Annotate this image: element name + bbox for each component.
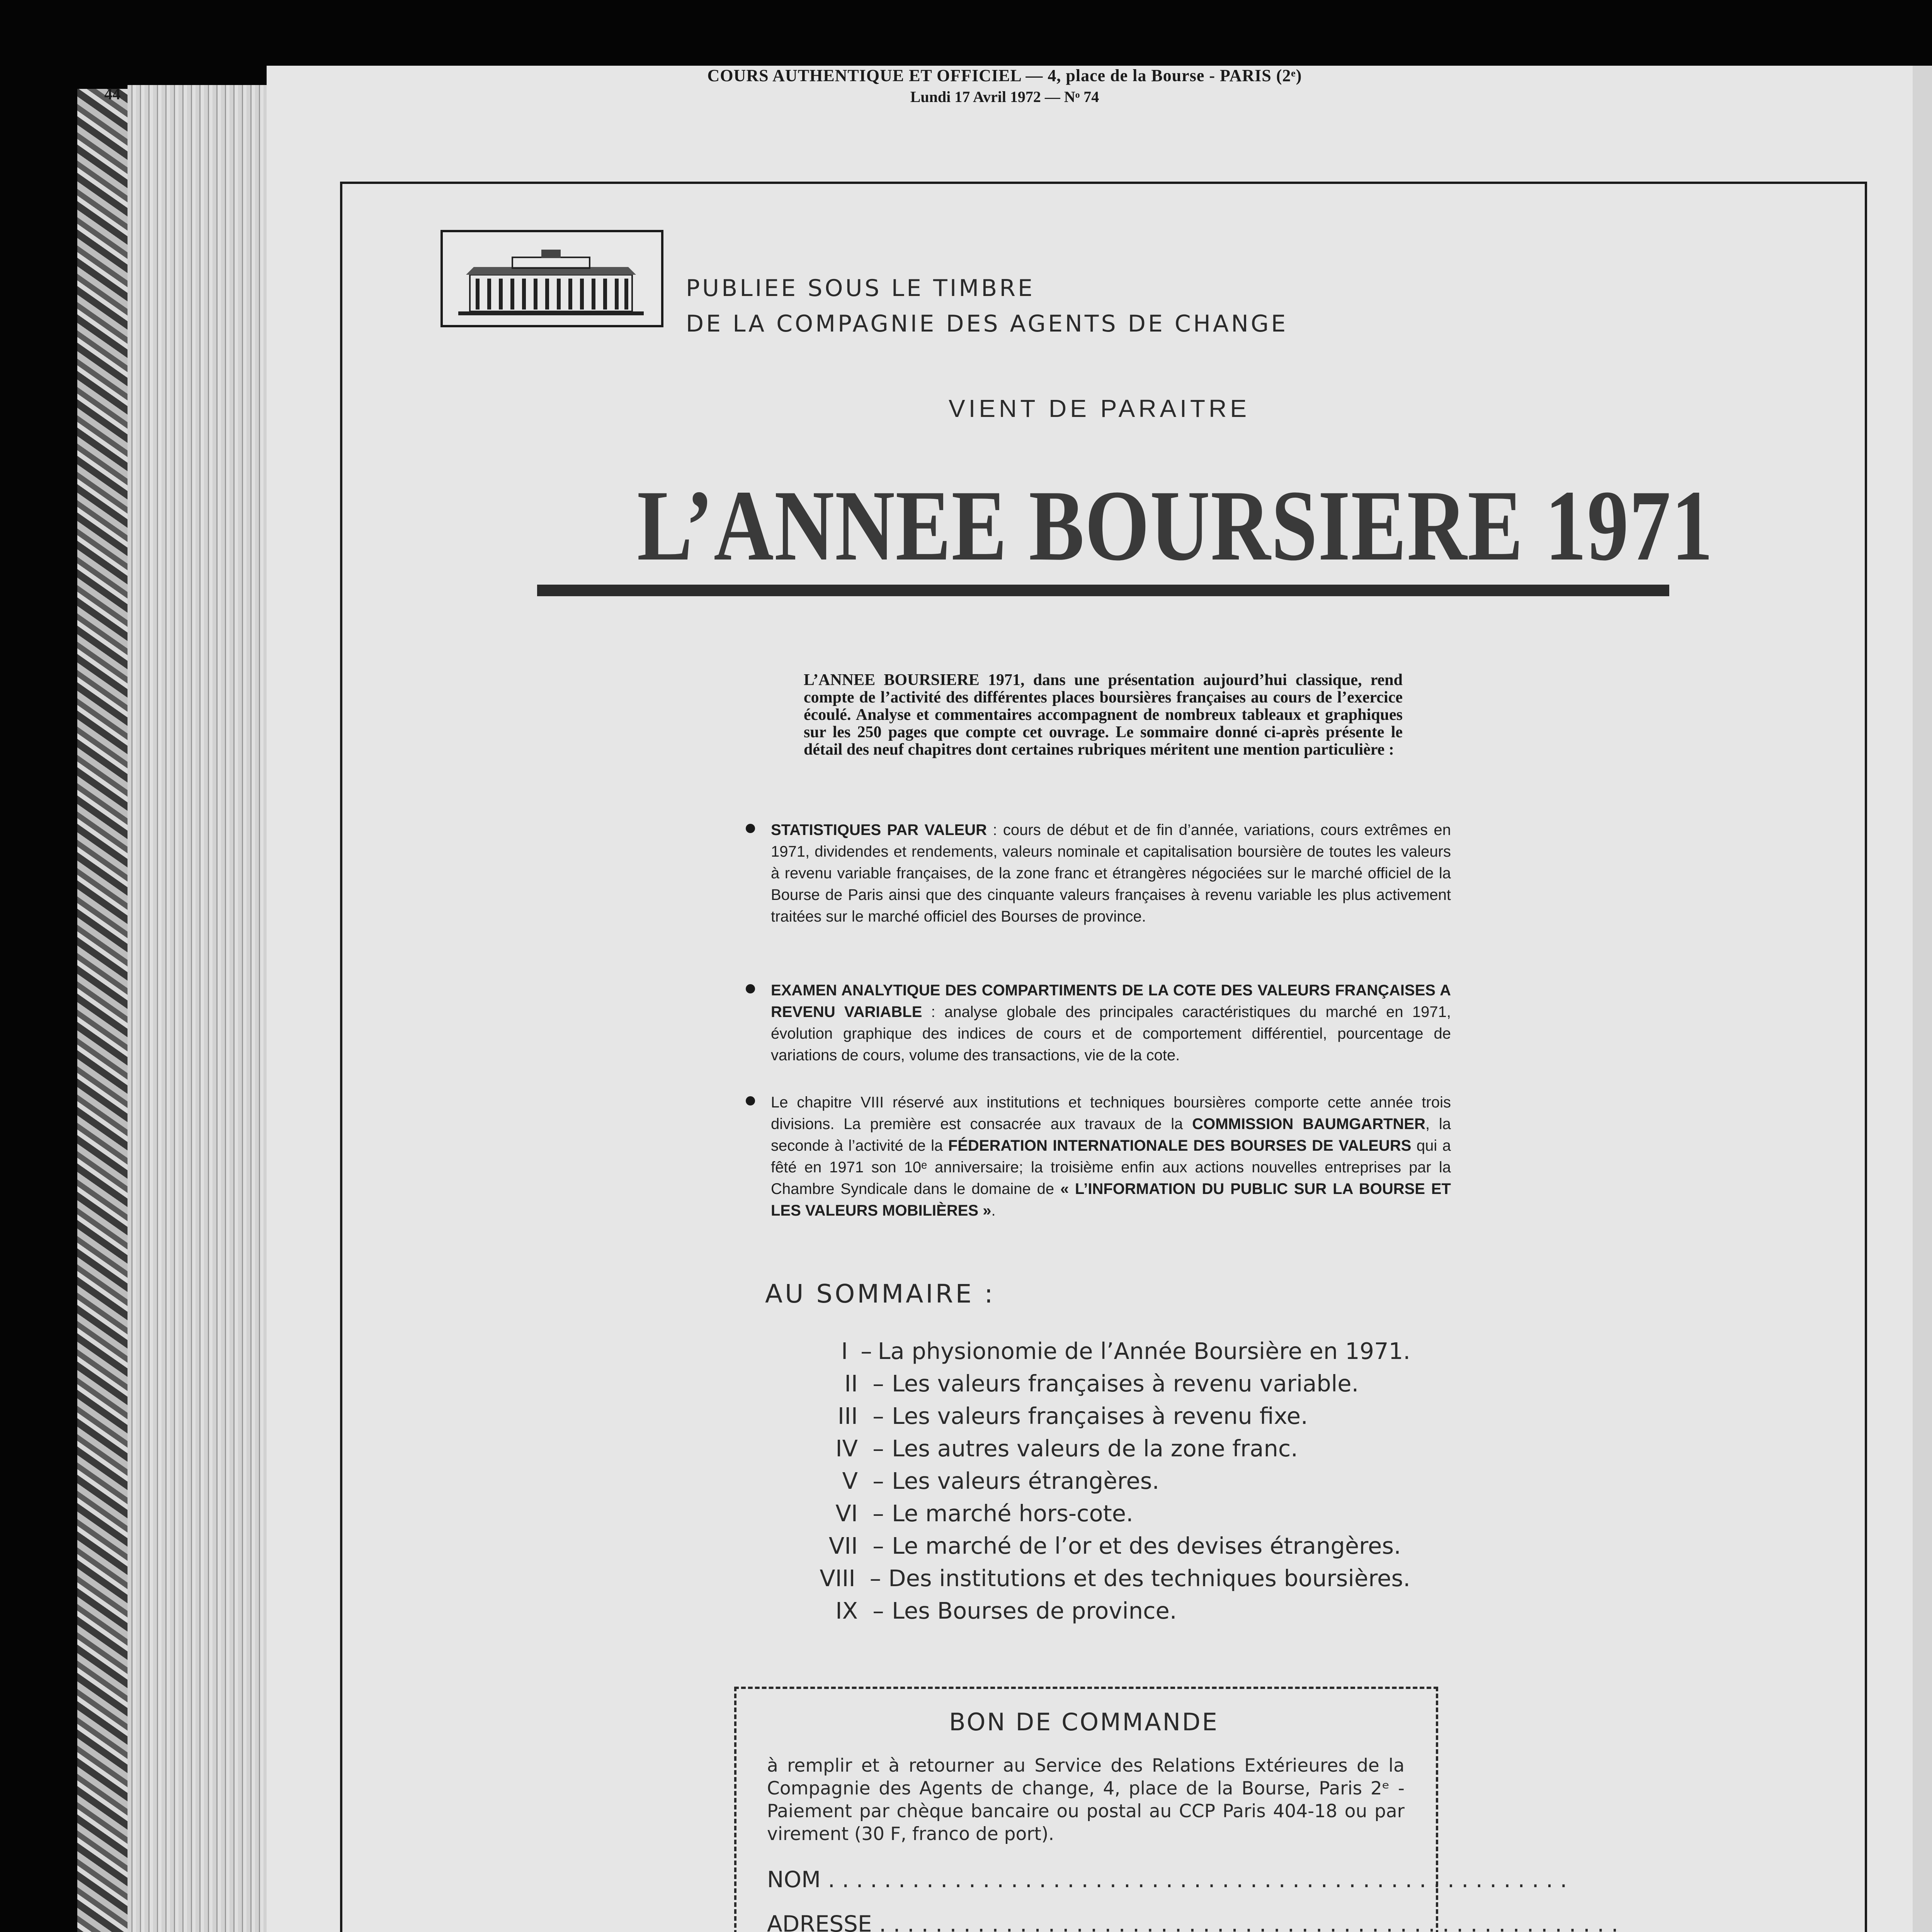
toc-number: IV (835, 1435, 858, 1462)
toc-text: Le marché de l’or et des devises étrangères. (892, 1532, 1401, 1559)
address-dots: ..................................................... (879, 1911, 1626, 1932)
toc-item: V – Les valeurs étrangères. (792, 1465, 1410, 1497)
next-page-edge (1913, 66, 1932, 1932)
bullet-text: : cours de début et de fin d’année, variations, cours extrêmes en 1971, dividendes et rendements, valeurs nominale et capitalisation boursière de toutes les valeurs à revenu variable françaises, de la zone franc et étrangères négociées sur le marché officiel de la Bourse de Paris ainsi que des cinquante valeurs françaises à revenu variable les plus activement traitées sur le marché officiel des Bourses de province. (771, 821, 1451, 925)
masthead (502, 66, 1507, 106)
page-number: 44 (104, 85, 121, 103)
bullet-lead: EXAMEN ANALYTIQUE DES COMPARTIMENTS DE LA COTE DES VALEURS FRANÇAISES A REVENU VARIABLE (771, 982, 1451, 1020)
bullet-text: Le chapitre VIII réservé aux institutions et techniques boursières comporte cette année trois divisions. La première est consacrée aux travaux de la (771, 1094, 1451, 1133)
toc-number: III (837, 1403, 858, 1429)
toc-item: III – Les valeurs françaises à revenu fixe. (792, 1400, 1410, 1432)
toc-item: IX – Les Bourses de province. (792, 1595, 1410, 1627)
order-form-instructions: à remplir et à retourner au Service des Relations Extérieures de la Compagnie des Agents de change, 4, place de la Bourse, Paris 2ᵉ - Paiement par chèque bancaire ou postal au CCP Paris 404-18 ou par virement (30 F, franco de port). (767, 1755, 1405, 1845)
order-form-title: BON DE COMMANDE (949, 1708, 1219, 1736)
toc-item: VIII – Des institutions et des techniques boursières. (792, 1562, 1410, 1595)
bourse-building-icon (443, 232, 661, 325)
toc-text: Les autres valeurs de la zone franc. (892, 1435, 1298, 1462)
toc-item: IV – Les autres valeurs de la zone franc. (792, 1432, 1410, 1465)
publisher-line-1: PUBLIEE SOUS LE TIMBRE (686, 275, 1035, 302)
bullet-dot-icon (746, 984, 755, 993)
book-spine (77, 89, 130, 1932)
toc-number: I (841, 1338, 848, 1364)
bullet-emphasis: FÉDERATION INTERNATIONALE DES BOURSES DE VALEURS (948, 1137, 1412, 1154)
sommaire-heading: AU SOMMAIRE : (765, 1279, 995, 1309)
address-field[interactable] (767, 1911, 1626, 1932)
bullet-text: : analyse globale des principales caractéristiques du marché en 1971, évolution graphique des indices de cours et de comportement différentiel, pourcentage de variations de cours, volume des transactions, vie de la cote. (771, 1003, 1451, 1064)
main-title: L’ANNEE BOURSIERE 1971 (637, 469, 1714, 582)
toc-text: Les valeurs françaises à revenu fixe. (892, 1403, 1308, 1429)
title-underline (537, 585, 1669, 596)
toc-text: Des institutions et des techniques boursières. (888, 1565, 1410, 1592)
toc-text: Les valeurs étrangères. (892, 1468, 1160, 1494)
masthead-line-1: COURS AUTHENTIQUE ET OFFICIEL — 4, place de la Bourse - PARIS (2ᵉ) (707, 66, 1302, 85)
toc-item: II – Les valeurs françaises à revenu variable. (792, 1367, 1410, 1400)
toc-number: V (842, 1468, 858, 1494)
page-edges (128, 85, 290, 1932)
name-field[interactable] (767, 1866, 1574, 1893)
toc-number: VII (828, 1532, 858, 1559)
toc-text: Le marché hors-cote. (892, 1500, 1133, 1527)
bullet-text: . (991, 1202, 996, 1219)
bullet-lead: STATISTIQUES PAR VALEUR (771, 821, 987, 838)
name-dots: ..................................................... (828, 1866, 1574, 1893)
bullet-emphasis: « L’INFORMATION DU PUBLIC SUR LA BOURSE ET LES VALEURS MOBILIÈRES » (771, 1180, 1451, 1219)
toc-number: II (844, 1370, 858, 1397)
toc-number: VI (835, 1500, 858, 1527)
bourse-building-logo (440, 230, 663, 327)
toc-text: La physionomie de l’Année Boursière en 1971. (878, 1338, 1410, 1364)
bullet-emphasis: COMMISSION BAUMGARTNER (1192, 1116, 1425, 1133)
bullet-examen (746, 980, 1451, 1066)
address-label: ADRESSE (767, 1911, 872, 1932)
publisher-line (686, 270, 1459, 342)
bullet-statistiques (746, 819, 1451, 927)
toc-text: Les valeurs françaises à revenu variable. (892, 1370, 1359, 1397)
table-of-contents (792, 1335, 1410, 1627)
bullet-chapitre-viii (746, 1092, 1451, 1221)
toc-text: Les Bourses de province. (892, 1597, 1177, 1624)
bullet-dot-icon (746, 1096, 755, 1105)
publisher-line-2: DE LA COMPAGNIE DES AGENTS DE CHANGE (686, 310, 1288, 337)
toc-number: IX (835, 1597, 858, 1624)
masthead-line-2: Lundi 17 Avril 1972 — Nᵒ 74 (910, 88, 1099, 105)
bullet-text: qui a fêté en 1971 son 10ᵉ anniversaire; la troisième enfin aux actions nouvelles entreprises par la Chambre Syndicale dans le domaine de (771, 1137, 1451, 1197)
name-label: NOM (767, 1866, 821, 1893)
announcement: VIENT DE PARAITRE (948, 395, 1250, 422)
toc-item: VII – Le marché de l’or et des devises étrangères. (792, 1530, 1410, 1562)
bullet-text: , la seconde à l’activité de la (771, 1116, 1451, 1154)
toc-number: VIII (820, 1565, 855, 1592)
bullet-dot-icon (746, 824, 755, 833)
toc-item: I – La physionomie de l’Année Boursière en 1971. (792, 1335, 1410, 1367)
intro-paragraph: L’ANNEE BOURSIERE 1971, dans une présentation aujourd’hui classique, rend compte de l’activité des différentes places boursières françaises au cours de l’exercice écoulé. Analyse et commentaires accompagnent de nombreux tableaux et graphiques sur les 250 pages que compte cet ouvrage. Le sommaire donné ci-après présente le détail des neuf chapitres dont certaines rubriques méritent une mention particulière : (804, 671, 1403, 759)
toc-item: VI – Le marché hors-cote. (792, 1497, 1410, 1530)
